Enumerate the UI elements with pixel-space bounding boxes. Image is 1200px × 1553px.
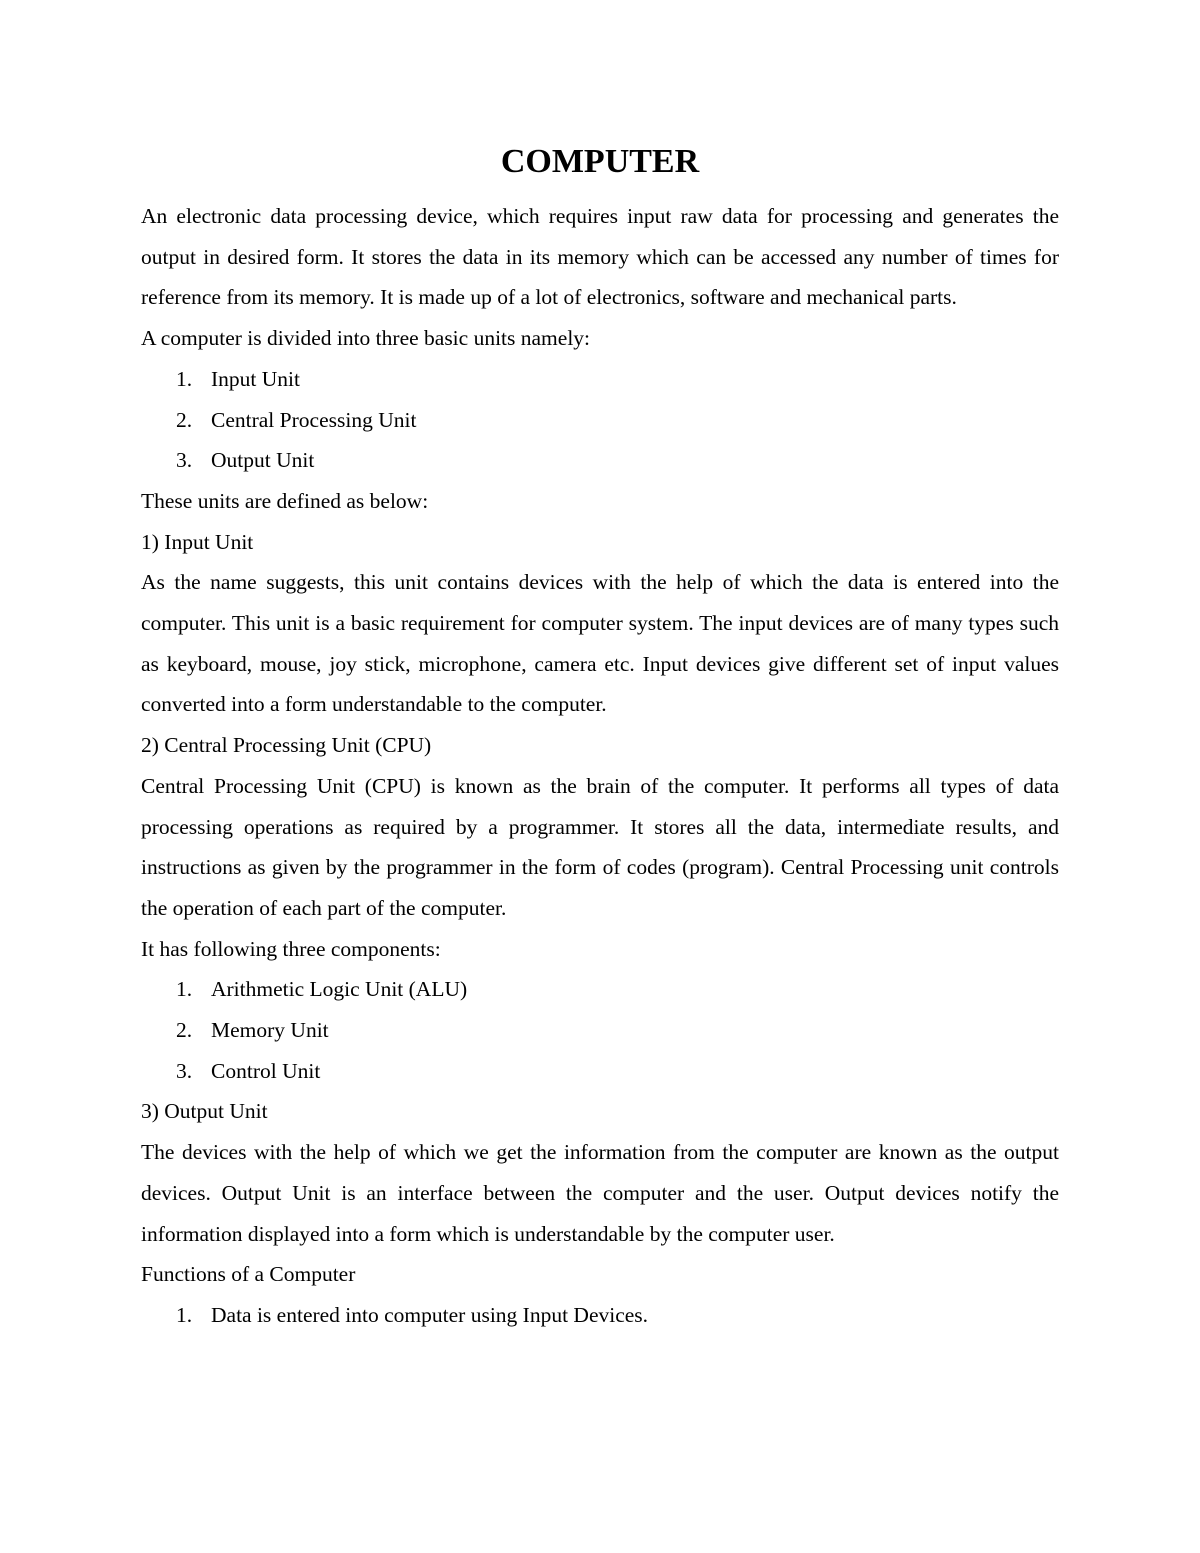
list-item — [141, 1051, 1059, 1092]
list-item — [141, 359, 1059, 400]
list-text: Arithmetic Logic Unit (ALU) — [211, 977, 468, 1002]
cpu-components-list — [141, 969, 1059, 1091]
output-unit-heading: 3) Output Unit — [141, 1099, 268, 1124]
units-intro: A computer is divided into three basic units namely: — [141, 326, 591, 351]
output-unit-paragraph: The devices with the help of which we get the information from the computer are known as the output devices. Output Unit is an interface between the computer and the user. Output devices notify the information displayed into a form which is understandable by the computer user. — [141, 1140, 1059, 1246]
list-item — [141, 969, 1059, 1010]
cpu-heading: 2) Central Processing Unit (CPU) — [141, 733, 432, 758]
functions-heading: Functions of a Computer — [141, 1262, 356, 1287]
units-defined-line: These units are defined as below: — [141, 488, 429, 513]
list-text: Central Processing Unit — [211, 407, 417, 432]
units-list — [141, 359, 1059, 481]
list-item — [141, 400, 1059, 441]
intro-paragraph: An electronic data processing device, which requires input raw data for processing and generates the output in desired form. It stores the data in its memory which can be accessed any number of times for reference from its memory. It is made up of a lot of electronics, software and mechanical parts. — [141, 204, 1059, 310]
list-item — [141, 1010, 1059, 1051]
input-unit-heading: 1) Input Unit — [141, 529, 254, 554]
list-text: Memory Unit — [211, 1018, 329, 1043]
list-number: 3. — [176, 448, 193, 473]
list-item — [141, 440, 1059, 481]
list-number: 3. — [176, 1058, 193, 1083]
list-number: 1. — [176, 366, 193, 391]
functions-list — [141, 1295, 1059, 1336]
list-text: Control Unit — [211, 1058, 321, 1083]
cpu-paragraph: Central Processing Unit (CPU) is known as the brain of the computer. It performs all types of data processing operations as required by a programmer. It stores all the data, intermediate results, and instructions as given by the programmer in the form of codes (program). Central Processing unit controls the operation of each part of the computer. — [141, 773, 1059, 920]
list-number: 1. — [176, 977, 193, 1002]
page-title: COMPUTER — [500, 143, 700, 180]
list-item — [141, 1295, 1059, 1336]
input-unit-paragraph: As the name suggests, this unit contains devices with the help of which the data is entered into the computer. This unit is a basic requirement for computer system. The input devices are of many types such as keyboard, mouse, joy stick, microphone, camera etc. Input devices give different set of input values converted into a form understandable to the computer. — [141, 570, 1059, 717]
list-text: Output Unit — [211, 448, 315, 473]
list-number: 1. — [176, 1302, 193, 1327]
list-text: Data is entered into computer using Input Devices. — [211, 1302, 649, 1327]
list-number: 2. — [176, 1018, 193, 1043]
list-text: Input Unit — [211, 366, 300, 391]
document-page — [141, 140, 1059, 1336]
cpu-components-intro: It has following three components: — [141, 936, 441, 961]
list-number: 2. — [176, 407, 193, 432]
